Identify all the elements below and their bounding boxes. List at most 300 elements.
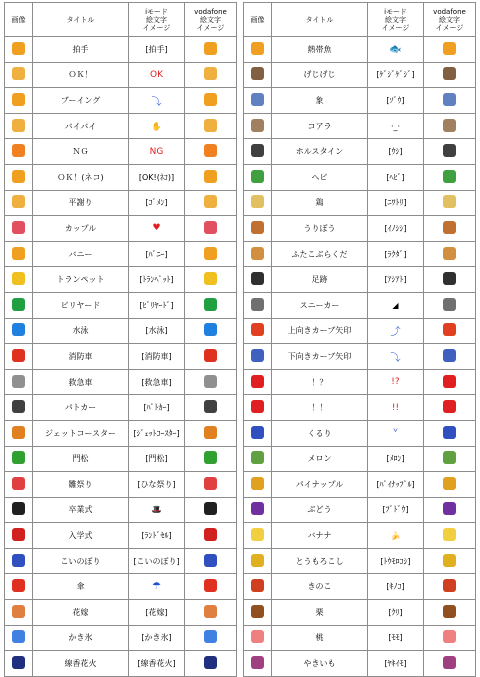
vodafone-pineapple-icon: [443, 477, 456, 490]
sneaker-icon: [251, 298, 264, 311]
umbrella-icon: [12, 579, 25, 592]
vodafone-snake-icon: [443, 170, 456, 183]
emoji-image-cell: [244, 369, 272, 395]
emoji-title: ホルスタイン: [272, 139, 368, 165]
centipede-icon: [251, 67, 264, 80]
camel-icon: [251, 247, 264, 260]
imode-emoji: [ﾊﾞﾆｰ]: [129, 241, 185, 267]
emoji-image-cell: [244, 446, 272, 472]
imode-emoji: 🍌: [368, 523, 424, 549]
table-row: [244, 446, 476, 472]
table-row: [244, 190, 476, 216]
imode-emoji: [ﾗﾝﾄﾞｾﾙ]: [129, 523, 185, 549]
table-row: [244, 600, 476, 626]
imode-emoji: [ｼﾞｪｯﾄｺｰｽﾀｰ]: [129, 420, 185, 446]
hina-doll-icon: [12, 477, 25, 490]
imode-emoji: [こいのぼり]: [129, 548, 185, 574]
couple-icon: [12, 221, 25, 234]
vodafone-swimming-icon: [204, 323, 217, 336]
table-row: [5, 446, 237, 472]
vodafone-emoji-cell: [185, 344, 237, 370]
vodafone-sparkler-icon: [204, 656, 217, 669]
emoji-title: 傘: [33, 574, 129, 600]
loop-icon: [251, 426, 264, 439]
vodafone-emoji-cell: [185, 139, 237, 165]
grapes-icon: [251, 502, 264, 515]
vodafone-emoji-cell: [185, 497, 237, 523]
imode-emoji: [ﾔｷｲﾓ]: [368, 651, 424, 677]
ok-hand-icon: [12, 67, 25, 80]
imode-emoji: [ﾗｸﾀﾞ]: [368, 241, 424, 267]
table-row: [5, 497, 237, 523]
emoji-image-cell: [5, 164, 33, 190]
table-row: [5, 600, 237, 626]
vodafone-couple-icon: [204, 221, 217, 234]
emoji-title: 下向きカーブ矢印: [272, 344, 368, 370]
emoji-title: メロン: [272, 446, 368, 472]
emoji-title: げじげじ: [272, 62, 368, 88]
vodafone-emoji-cell: [424, 267, 476, 293]
apology-icon: [12, 195, 25, 208]
vodafone-fire-engine-icon: [204, 349, 217, 362]
vodafone-emoji-cell: [424, 625, 476, 651]
emoji-title: 門松: [33, 446, 129, 472]
emoji-title: ブーイング: [33, 88, 129, 114]
imode-emoji: [OK!(ﾈｺ)]: [129, 164, 185, 190]
table-row: [244, 267, 476, 293]
emoji-title: くるり: [272, 420, 368, 446]
emoji-image-cell: [244, 318, 272, 344]
table-row: [244, 318, 476, 344]
vodafone-emoji-cell: [424, 446, 476, 472]
vodafone-interrobang-icon: [443, 375, 456, 388]
table-row: [244, 497, 476, 523]
imode-emoji: ᘁ: [368, 420, 424, 446]
emoji-title: 卒業式: [33, 497, 129, 523]
clap-icon: [12, 42, 25, 55]
emoji-title: きのこ: [272, 574, 368, 600]
boar-icon: [251, 221, 264, 234]
emoji-image-cell: [244, 190, 272, 216]
emoji-image-cell: [5, 216, 33, 242]
emoji-image-cell: [5, 420, 33, 446]
vodafone-grapes-icon: [443, 502, 456, 515]
emoji-title: 消防車: [33, 344, 129, 370]
double-exclamation-icon: [251, 400, 264, 413]
koala-icon: [251, 119, 264, 132]
emoji-title: 救急車: [33, 369, 129, 395]
imode-emoji: [ｺﾞﾒﾝ]: [129, 190, 185, 216]
roller-coaster-icon: [12, 426, 25, 439]
emoji-image-cell: [244, 292, 272, 318]
vodafone-emoji-cell: [185, 241, 237, 267]
emoji-title: パトカー: [33, 395, 129, 421]
vodafone-emoji-cell: [185, 651, 237, 677]
vodafone-wave-icon: [204, 119, 217, 132]
table-row: [5, 651, 237, 677]
vodafone-emoji-cell: [424, 369, 476, 395]
sweet-potato-icon: [251, 656, 264, 669]
vodafone-emoji-cell: [424, 37, 476, 63]
imode-emoji: [消防車]: [129, 344, 185, 370]
vodafone-boar-icon: [443, 221, 456, 234]
imode-emoji: [ｲﾉｼｼ]: [368, 216, 424, 242]
table-row: [5, 139, 237, 165]
vodafone-police-car-icon: [204, 400, 217, 413]
emoji-image-cell: [5, 651, 33, 677]
imode-emoji: [ﾋﾞﾘﾔｰﾄﾞ]: [129, 292, 185, 318]
melon-icon: [251, 451, 264, 464]
vodafone-loop-icon: [443, 426, 456, 439]
imode-emoji: [ｸﾘ]: [368, 600, 424, 626]
corn-icon: [251, 554, 264, 567]
table-row: [5, 241, 237, 267]
emoji-title: カップル: [33, 216, 129, 242]
imode-emoji: [花嫁]: [129, 600, 185, 626]
emoji-title: パイナップル: [272, 472, 368, 498]
vodafone-emoji-cell: [185, 37, 237, 63]
emoji-title: とうもろこし: [272, 548, 368, 574]
emoji-title: 花嫁: [33, 600, 129, 626]
vodafone-emoji-cell: [185, 88, 237, 114]
kadomatsu-icon: [12, 451, 25, 464]
vodafone-emoji-cell: [185, 446, 237, 472]
vodafone-trumpet-icon: [204, 272, 217, 285]
table-row: [244, 420, 476, 446]
emoji-image-cell: [5, 62, 33, 88]
vodafone-ok-hand-icon: [204, 67, 217, 80]
imode-emoji: !!: [368, 395, 424, 421]
table-row: [244, 395, 476, 421]
table-row: [244, 113, 476, 139]
vodafone-emoji-cell: [185, 62, 237, 88]
header-image: 画像: [244, 3, 272, 37]
elephant-icon: [251, 93, 264, 106]
vodafone-mushroom-icon: [443, 579, 456, 592]
emoji-title: スニーカー: [272, 292, 368, 318]
table-row: [5, 395, 237, 421]
header-row: [5, 3, 237, 37]
emoji-title: ふたこぶらくだ: [272, 241, 368, 267]
vodafone-emoji-cell: [185, 190, 237, 216]
header-vodafone: vodafone 絵文字 イメージ: [185, 3, 237, 37]
vodafone-emoji-cell: [185, 523, 237, 549]
table-row: [244, 241, 476, 267]
vodafone-emoji-cell: [424, 88, 476, 114]
vodafone-emoji-cell: [185, 267, 237, 293]
imode-emoji: [ﾒﾛﾝ]: [368, 446, 424, 472]
vodafone-emoji-cell: [424, 241, 476, 267]
imode-emoji: [ｳｼ]: [368, 139, 424, 165]
imode-emoji: [ﾍﾋﾞ]: [368, 164, 424, 190]
vodafone-double-exclamation-icon: [443, 400, 456, 413]
emoji-image-cell: [5, 369, 33, 395]
emoji-title: 熱帯魚: [272, 37, 368, 63]
emoji-image-cell: [244, 651, 272, 677]
chicken-icon: [251, 195, 264, 208]
emoji-image-cell: [5, 190, 33, 216]
emoji-title: バイバイ: [33, 113, 129, 139]
vodafone-emoji-cell: [424, 574, 476, 600]
imode-emoji: ⤴: [368, 318, 424, 344]
tropical-fish-icon: [251, 42, 264, 55]
pineapple-icon: [251, 477, 264, 490]
imode-emoji: [ﾆﾜﾄﾘ]: [368, 190, 424, 216]
shaved-ice-icon: [12, 630, 25, 643]
sparkler-icon: [12, 656, 25, 669]
emoji-image-cell: [5, 292, 33, 318]
vodafone-centipede-icon: [443, 67, 456, 80]
vodafone-melon-icon: [443, 451, 456, 464]
vodafone-curve-down-arrow-icon: [443, 349, 456, 362]
imode-emoji: OK: [129, 62, 185, 88]
emoji-title: バナナ: [272, 523, 368, 549]
vodafone-billiards-icon: [204, 298, 217, 311]
emoji-image-cell: [244, 164, 272, 190]
imode-emoji: [ひな祭り]: [129, 472, 185, 498]
vodafone-emoji-cell: [424, 472, 476, 498]
vodafone-emoji-cell: [424, 548, 476, 574]
emoji-title: かき氷: [33, 625, 129, 651]
thumbs-down-icon: [12, 93, 25, 106]
emoji-image-cell: [244, 523, 272, 549]
emoji-image-cell: [5, 574, 33, 600]
vodafone-kadomatsu-icon: [204, 451, 217, 464]
vodafone-emoji-cell: [185, 318, 237, 344]
vodafone-emoji-cell: [185, 216, 237, 242]
emoji-title: こいのぼり: [33, 548, 129, 574]
emoji-title: 線香花火: [33, 651, 129, 677]
vodafone-emoji-cell: [185, 369, 237, 395]
ambulance-icon: [12, 375, 25, 388]
fire-engine-icon: [12, 349, 25, 362]
emoji-title: ジェットコースター: [33, 420, 129, 446]
emoji-table-left: [4, 2, 237, 677]
emoji-image-cell: [244, 420, 272, 446]
table-row: [5, 164, 237, 190]
emoji-title: コアラ: [272, 113, 368, 139]
vodafone-sweet-potato-icon: [443, 656, 456, 669]
graduation-icon: [12, 502, 25, 515]
table-row: [5, 523, 237, 549]
vodafone-thumbs-down-icon: [204, 93, 217, 106]
vodafone-school-bag-icon: [204, 528, 217, 541]
header-imode: iモード 絵文字 イメージ: [368, 3, 424, 37]
vodafone-emoji-cell: [424, 395, 476, 421]
vodafone-cat-ok-icon: [204, 170, 217, 183]
vodafone-emoji-cell: [424, 600, 476, 626]
imode-emoji: [ﾌﾞﾄﾞｳ]: [368, 497, 424, 523]
table-row: [5, 113, 237, 139]
vodafone-tropical-fish-icon: [443, 42, 456, 55]
emoji-image-cell: [5, 497, 33, 523]
vodafone-shaved-ice-icon: [204, 630, 217, 643]
vodafone-ambulance-icon: [204, 375, 217, 388]
emoji-image-cell: [244, 600, 272, 626]
imode-emoji: ⤵: [129, 88, 185, 114]
vodafone-chestnut-icon: [443, 605, 456, 618]
emoji-image-cell: [5, 241, 33, 267]
vodafone-emoji-cell: [424, 164, 476, 190]
table-row: [244, 164, 476, 190]
trumpet-icon: [12, 272, 25, 285]
vodafone-chicken-icon: [443, 195, 456, 208]
emoji-image-cell: [5, 318, 33, 344]
emoji-title: ＯＫ！(ネコ): [33, 164, 129, 190]
header-title: タイトル: [272, 3, 368, 37]
imode-emoji: [かき氷]: [129, 625, 185, 651]
interrobang-icon: [251, 375, 264, 388]
carp-streamer-icon: [12, 554, 25, 567]
emoji-title: 足跡: [272, 267, 368, 293]
table-row: [244, 523, 476, 549]
emoji-title: 拍手: [33, 37, 129, 63]
imode-emoji: [ﾄﾗﾝﾍﾟｯﾄ]: [129, 267, 185, 293]
imode-emoji: ⤵: [368, 344, 424, 370]
table-row: [244, 369, 476, 395]
vodafone-emoji-cell: [424, 292, 476, 318]
vodafone-emoji-cell: [424, 113, 476, 139]
vodafone-bride-icon: [204, 605, 217, 618]
emoji-image-cell: [5, 523, 33, 549]
vodafone-roller-coaster-icon: [204, 426, 217, 439]
vodafone-emoji-cell: [424, 497, 476, 523]
banana-icon: [251, 528, 264, 541]
imode-emoji: !?: [368, 369, 424, 395]
emoji-title: 栗: [272, 600, 368, 626]
vodafone-emoji-cell: [185, 420, 237, 446]
emoji-title: ＯＫ！: [33, 62, 129, 88]
vodafone-emoji-cell: [424, 216, 476, 242]
swimming-icon: [12, 323, 25, 336]
emoji-title: 鶏: [272, 190, 368, 216]
vodafone-peach-icon: [443, 630, 456, 643]
header-vodafone: vodafone 絵文字 イメージ: [424, 3, 476, 37]
imode-emoji: ·_·: [368, 113, 424, 139]
vodafone-elephant-icon: [443, 93, 456, 106]
table-row: [244, 139, 476, 165]
imode-emoji: [線香花火]: [129, 651, 185, 677]
emoji-image-cell: [244, 344, 272, 370]
emoji-title: 水泳: [33, 318, 129, 344]
emoji-image-cell: [5, 88, 33, 114]
emoji-image-cell: [244, 625, 272, 651]
table-row: [5, 37, 237, 63]
table-row: [244, 292, 476, 318]
vodafone-emoji-cell: [424, 523, 476, 549]
imode-emoji: [ﾊﾟｲﾅｯﾌﾟﾙ]: [368, 472, 424, 498]
imode-emoji: [ｹﾞｼﾞｹﾞｼﾞ]: [368, 62, 424, 88]
header-image: 画像: [5, 3, 33, 37]
vodafone-emoji-cell: [185, 548, 237, 574]
mushroom-icon: [251, 579, 264, 592]
header-row: [244, 3, 476, 37]
vodafone-emoji-cell: [424, 62, 476, 88]
emoji-image-cell: [244, 267, 272, 293]
vodafone-emoji-cell: [424, 318, 476, 344]
table-row: [5, 472, 237, 498]
imode-emoji: [ﾊﾟﾄｶｰ]: [129, 395, 185, 421]
header-title: タイトル: [33, 3, 129, 37]
table-row: [5, 216, 237, 242]
emoji-image-cell: [244, 139, 272, 165]
curve-up-arrow-icon: [251, 323, 264, 336]
table-row: [244, 344, 476, 370]
chestnut-icon: [251, 605, 264, 618]
vodafone-corn-icon: [443, 554, 456, 567]
table-row: [5, 88, 237, 114]
emoji-title: ヘビ: [272, 164, 368, 190]
table-row: [5, 62, 237, 88]
emoji-image-cell: [5, 395, 33, 421]
imode-emoji: [水泳]: [129, 318, 185, 344]
vodafone-emoji-cell: [185, 472, 237, 498]
table-row: [244, 62, 476, 88]
table-row: [5, 267, 237, 293]
emoji-image-cell: [244, 37, 272, 63]
vodafone-camel-icon: [443, 247, 456, 260]
table-row: [5, 548, 237, 574]
emoji-title: 平謝り: [33, 190, 129, 216]
emoji-title: バニー: [33, 241, 129, 267]
table-row: [5, 292, 237, 318]
imode-emoji: [門松]: [129, 446, 185, 472]
vodafone-emoji-cell: [424, 190, 476, 216]
vodafone-clap-icon: [204, 42, 217, 55]
emoji-comparison-page: [4, 2, 476, 669]
emoji-image-cell: [244, 472, 272, 498]
vodafone-graduation-icon: [204, 502, 217, 515]
emoji-image-cell: [244, 241, 272, 267]
footprints-icon: [251, 272, 264, 285]
table-row: [244, 37, 476, 63]
imode-emoji: [ｿﾞｳ]: [368, 88, 424, 114]
emoji-table-right: [243, 2, 476, 677]
emoji-title: 桃: [272, 625, 368, 651]
imode-emoji: 🐟: [368, 37, 424, 63]
imode-emoji: ☂: [129, 574, 185, 600]
vodafone-curve-up-arrow-icon: [443, 323, 456, 336]
vodafone-emoji-cell: [424, 344, 476, 370]
emoji-title: やきいも: [272, 651, 368, 677]
table-row: [244, 574, 476, 600]
table-row: [5, 574, 237, 600]
emoji-title: うりぼう: [272, 216, 368, 242]
emoji-title: トランペット: [33, 267, 129, 293]
table-row: [244, 625, 476, 651]
table-row: [5, 318, 237, 344]
emoji-image-cell: [5, 600, 33, 626]
ng-icon: [12, 144, 25, 157]
emoji-title: ぶどう: [272, 497, 368, 523]
emoji-title: ＮＧ: [33, 139, 129, 165]
emoji-image-cell: [5, 344, 33, 370]
vodafone-emoji-cell: [185, 395, 237, 421]
emoji-image-cell: [244, 88, 272, 114]
table-row: [5, 344, 237, 370]
emoji-image-cell: [5, 267, 33, 293]
table-row: [5, 625, 237, 651]
emoji-image-cell: [244, 216, 272, 242]
emoji-image-cell: [244, 497, 272, 523]
vodafone-carp-streamer-icon: [204, 554, 217, 567]
table-row: [5, 190, 237, 216]
school-bag-icon: [12, 528, 25, 541]
vodafone-banana-icon: [443, 528, 456, 541]
emoji-image-cell: [5, 446, 33, 472]
imode-emoji: NG: [129, 139, 185, 165]
table-row: [5, 369, 237, 395]
